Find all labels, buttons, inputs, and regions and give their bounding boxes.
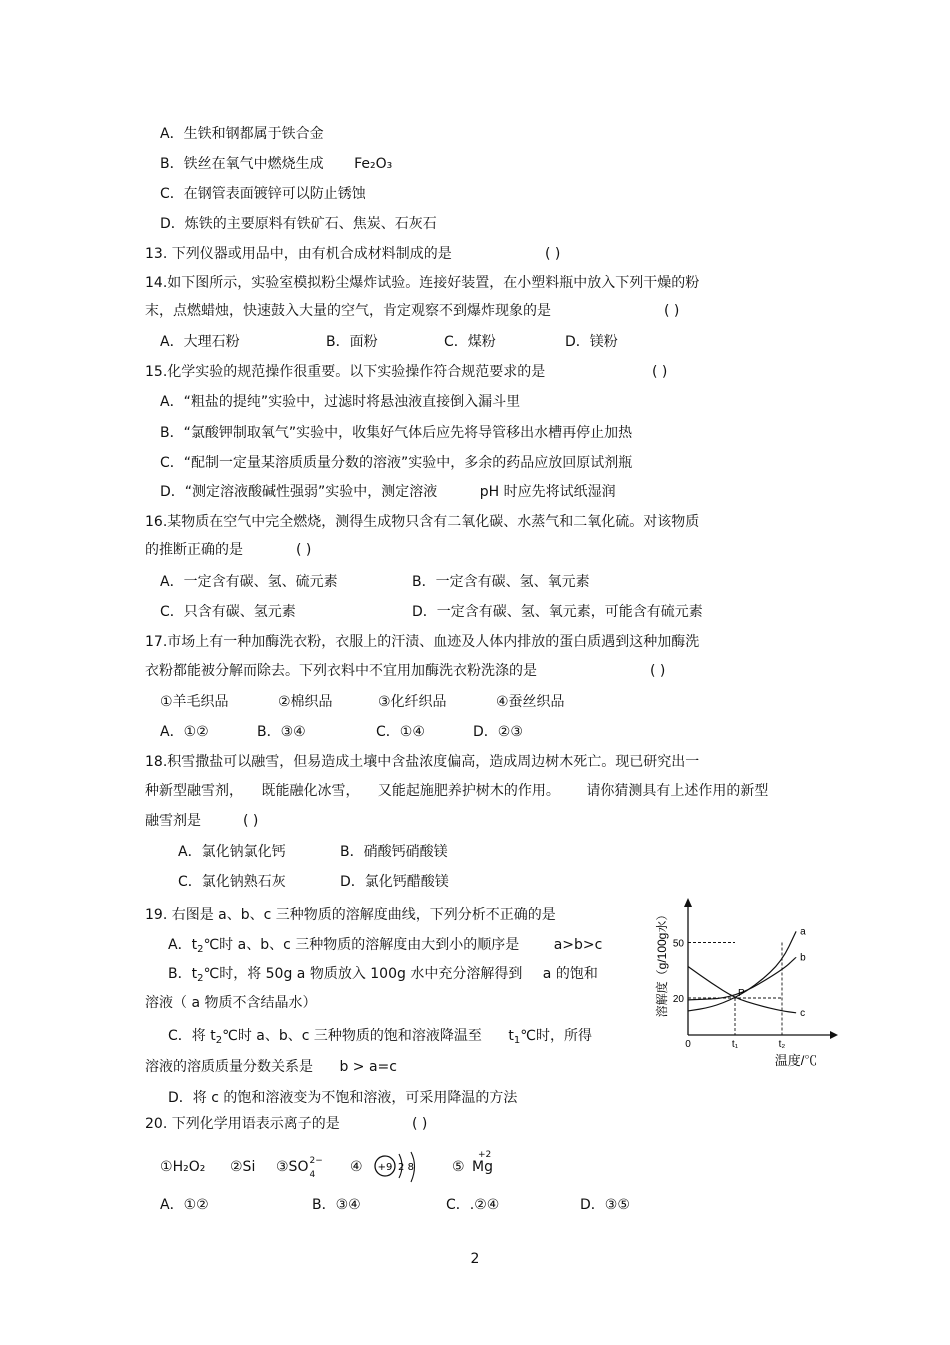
- q16-answer-blank: ( ): [296, 542, 312, 558]
- q16-option-c: C．只含有碳、氢元素: [160, 604, 296, 620]
- q16-option-d: D．一定含有碳、氢、氧元素，可能含有硫元素: [412, 604, 703, 620]
- q19-option-b-label: B．t: [168, 966, 198, 982]
- q12-option-c: C．在钢管表面镀锌可以防止锈蚀: [160, 186, 366, 202]
- q15-option-d: [160, 483, 616, 501]
- curve-label-a: a: [800, 926, 806, 938]
- q15-stem: 15.化学实验的规范操作很重要。以下实验操作符合规范要求的是: [145, 364, 546, 380]
- q20-item-5-symbol: Mg: [472, 1159, 493, 1175]
- q14-option-a: A．大理石粉: [160, 334, 240, 350]
- q17-option-a: A．①②: [160, 724, 209, 740]
- y-tick-label: 20: [672, 994, 684, 1005]
- q20-item-2: ②Si: [230, 1159, 256, 1175]
- nucleus-charge: +9: [377, 1162, 393, 1173]
- q16-option-b: B．一定含有碳、氢、氧元素: [412, 574, 590, 590]
- q19-option-c-t1-sub: 1: [513, 1035, 521, 1046]
- q12-option-b: [160, 155, 392, 173]
- q14-stem-line2: 末，点燃蜡烛，快速鼓入大量的空气，肯定观察不到爆炸现象的是: [145, 303, 551, 319]
- q17-stem-line2: 衣粉都能被分解而除去。下列衣料中不宜用加酶洗衣粉洗涤的是: [145, 663, 537, 679]
- q19-option-a-label: A．t: [168, 937, 198, 953]
- curve-label-b: b: [800, 952, 806, 964]
- q19-option-b-sub: 2: [197, 973, 204, 984]
- q19-stem: 19. 右图是 a、b、c 三种物质的溶解度曲线，下列分析不正确的是: [145, 907, 556, 923]
- q18-stem-part4: 请你猜测具有上述作用的新型: [586, 783, 769, 799]
- q20-item-3: [276, 1156, 324, 1180]
- q19-option-c-line2-text: 溶液的溶质质量分数关系是: [145, 1059, 313, 1075]
- q14-option-c: C．煤粉: [444, 334, 496, 350]
- q19-option-c-tail: ℃时，所得: [520, 1028, 592, 1044]
- q19-option-a-text: ℃时 a、b、c 三种物质的溶解度由大到小的顺序是: [203, 937, 520, 953]
- q19-option-b-tail: a 的饱和: [542, 966, 598, 982]
- y-axis-title: 溶解度（g/100g水）: [655, 908, 669, 1018]
- q12-option-d: D．炼铁的主要原料有铁矿石、焦炭、石灰石: [160, 216, 437, 232]
- y-tick-label: 50: [672, 938, 684, 950]
- q18-stem-line3: 融雪剂是: [145, 813, 201, 829]
- chart-series: [688, 931, 796, 1012]
- q18-stem-part2: 既能融化冰雪，: [261, 783, 360, 799]
- curve-label-c: c: [800, 1007, 806, 1019]
- q16-option-a: A．一定含有碳、氢、硫元素: [160, 574, 338, 590]
- electron-counts: 2 8: [398, 1162, 414, 1173]
- q20-item-3-subscript: 4: [309, 1170, 316, 1180]
- q17-option-c: C．①④: [376, 724, 425, 740]
- q20-item-3-formula: ③SO: [276, 1159, 309, 1175]
- q18-option-c: C．氯化钠熟石灰: [178, 874, 286, 890]
- q12-option-b-text: B．铁丝在氧气中燃烧生成: [160, 156, 324, 172]
- q20-item-1-formula: H₂O₂: [172, 1159, 206, 1175]
- q19-option-c-text: ℃时 a、b、c 三种物质的饱和溶液降温至: [222, 1028, 482, 1044]
- q20-item-5-charge: +2: [478, 1150, 492, 1160]
- q20-item-3-charge: 2−: [309, 1156, 323, 1166]
- q18-stem-part1: 种新型融雪剂，: [145, 783, 243, 799]
- q19-option-c: [168, 1027, 592, 1050]
- q12-option-a: A．生铁和钢都属于铁合金: [160, 126, 324, 142]
- q20-option-a: A．①②: [160, 1197, 209, 1213]
- q19-option-c-line2: [145, 1058, 397, 1076]
- q18-option-d: D．氯化钙醋酸镁: [340, 874, 449, 890]
- q19-option-b-line2: 溶液（ a 物质不含结晶水）: [145, 995, 317, 1011]
- q19-option-a-sub: 2: [197, 944, 204, 955]
- q12-option-b-formula: Fe₂O₃: [354, 156, 393, 172]
- q20-item-5: [472, 1150, 493, 1176]
- q17-item-4: ④蚕丝织品: [496, 694, 565, 710]
- q20-item-1: [160, 1158, 205, 1176]
- page-number: 2: [470, 1251, 480, 1267]
- q15-answer-blank: ( ): [652, 364, 668, 380]
- q14-stem-line1: 14.如下图所示，实验室模拟粉尘爆炸试验。连接好装置，在小塑料瓶中放入下列干燥的粉: [145, 275, 700, 291]
- y-axis-arrow: [684, 898, 692, 907]
- q14-answer-blank: ( ): [664, 303, 680, 319]
- q17-option-b: B．③④: [257, 724, 306, 740]
- q17-item-1: ①羊毛织品: [160, 694, 229, 710]
- q17-item-3: ③化纤织品: [378, 694, 447, 710]
- q17-option-d: D．②③: [473, 724, 523, 740]
- q19-option-a-order: a>b>c: [553, 937, 603, 953]
- atom-structure-diagram: [373, 1148, 425, 1188]
- x-axis-arrow: [830, 1031, 838, 1039]
- q16-stem-line1: 16.某物质在空气中完全燃烧，测得生成物只含有二氧化碳、水蒸气和二氧化硫。对该物质: [145, 514, 700, 530]
- q19-option-b: [168, 965, 598, 988]
- q14-option-d: D．镁粉: [565, 334, 618, 350]
- q20-item-4-num: ④: [350, 1159, 363, 1175]
- q20-option-c: C．.②④: [446, 1197, 500, 1213]
- q17-answer-blank: ( ): [650, 663, 666, 679]
- q19-option-c-sub: 2: [215, 1035, 223, 1046]
- q19-option-b-text: ℃时，将 50g a 物质放入 100g 水中充分溶解得到: [203, 966, 523, 982]
- q14-option-b: B．面粉: [326, 334, 378, 350]
- q15-option-c: C．“配制一定量某溶质质量分数的溶液”实验中，多余的药品应放回原试剂瓶: [160, 455, 633, 471]
- q15-option-b: B．“氯酸钾制取氧气”实验中，收集好气体后应先将导管移出水槽再停止加热: [160, 425, 633, 441]
- q19-option-c-label: C．将 t: [168, 1028, 216, 1044]
- q19-option-c-relation: b > a=c: [339, 1059, 397, 1075]
- q17-stem-line1: 17.市场上有一种加酶洗衣粉，衣服上的汗渍、血迹及人体内排放的蛋白质遇到这种加酶洗: [145, 634, 700, 650]
- solubility-chart: [650, 895, 840, 1075]
- q18-stem-line1: 18.积雪撒盐可以融雪，但易造成土壤中含盐浓度偏高，造成周边树木死亡。现已研究出一: [145, 754, 700, 770]
- q20-answer-blank: ( ): [412, 1116, 428, 1132]
- chart-guides: [688, 943, 782, 1036]
- q13-stem: 13. 下列仪器或用品中，由有机合成材料制成的是: [145, 246, 452, 262]
- q18-stem-line2: [145, 782, 768, 800]
- x-axis-title: 温度/℃: [774, 1053, 818, 1068]
- q15-option-d-text2: pH 时应先将试纸湿润: [479, 484, 616, 500]
- q18-stem-part3: 又能起施肥养护树木的作用。: [377, 783, 560, 799]
- q13-answer-blank: ( ): [545, 246, 561, 262]
- q20-item-5-num: ⑤: [452, 1159, 465, 1175]
- origin-label: 0: [685, 1039, 691, 1050]
- x-tick-label: t₁: [731, 1039, 739, 1050]
- q20-item-1-num: ①: [160, 1159, 173, 1175]
- q18-option-b: B．硝酸钙硝酸镁: [340, 844, 448, 860]
- q18-option-a: A．氯化钠氯化钙: [178, 844, 286, 860]
- x-tick-label: t₂: [778, 1039, 786, 1050]
- chart-axes: [684, 898, 838, 1039]
- q19-option-d: D．将 c 的饱和溶液变为不饱和溶液，可采用降温的方法: [168, 1090, 518, 1106]
- q18-answer-blank: ( ): [243, 813, 259, 829]
- q20-option-d: D．③⑤: [580, 1197, 630, 1213]
- q15-option-a: A．“粗盐的提纯”实验中，过滤时将悬浊液直接倒入漏斗里: [160, 394, 521, 410]
- q19-option-c-t1: t: [508, 1028, 514, 1044]
- q17-item-2: ②棉织品: [278, 694, 333, 710]
- q16-stem-line2: 的推断正确的是: [145, 542, 243, 558]
- chart-labels: [654, 909, 817, 1068]
- q20-stem: 20. 下列化学用语表示离子的是: [145, 1116, 340, 1132]
- q20-option-b: B．③④: [312, 1197, 361, 1213]
- q15-option-d-text: D．“测定溶液酸碱性强弱”实验中，测定溶液: [160, 484, 438, 500]
- q19-option-a: [168, 936, 602, 959]
- intersection-label-p: P: [738, 988, 745, 999]
